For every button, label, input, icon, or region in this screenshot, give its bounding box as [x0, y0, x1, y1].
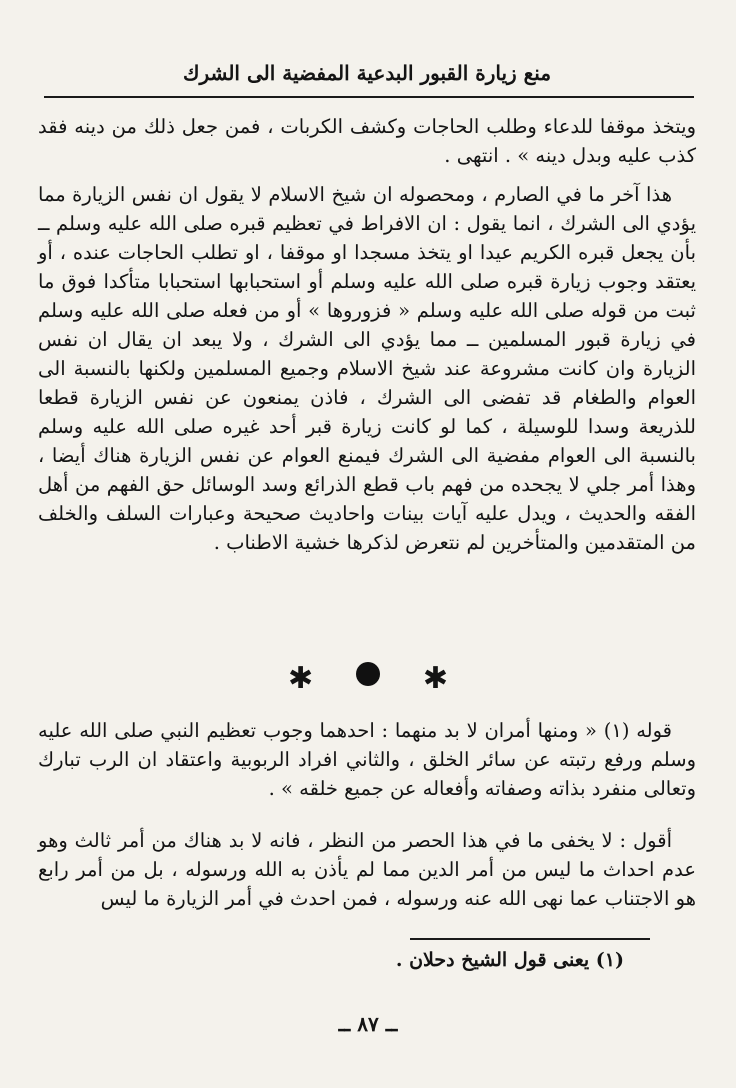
- paragraph-4: [38, 826, 696, 913]
- asterisk-icon-left: ✱: [288, 661, 314, 696]
- paragraph-4-text: أقول : لا يخفى ما في هذا الحصر من النظر ، فانه لا بد هناك من أمر ثالث وهو عدم احداث ما ليس من أمر الدين مما لم يأذن به الله ورسوله ، بل من أمر رابع هو الاجتناب عما نهى الله عنه ورسوله ، فمن احدث في أمر الزيارة ما ليس: [38, 829, 696, 910]
- paragraph-2: [38, 180, 696, 557]
- paragraph-2-text: هذا آخر ما في الصارم ، ومحصوله ان شيخ الاسلام لا يقول ان نفس الزيارة مما يؤدي الى الشرك ، انما يقول : ان الافراط في تعظيم قبره صلى الله عليه وسلم ــ بأن يجعل قبره الكريم عيدا او يتخذ مسجدا او موقفا ، او تطلب الحاجات عنده ، أو يعتقد وجوب زيارة قبره صلى الله عليه وسلم أو استحبابها استحبابا متأكدا فوق ما ثبت من قوله صلى الله عليه وسلم « فزوروها » أو من فعله صلى الله عليه وسلم في زيارة قبور المسلمين ــ مما يؤدي الى الشرك ، ولا يبعد ان يقال ان نفس الزيارة وان كانت مشروعة عند شيخ الاسلام وجميع المسلمين ولكنها بالنسبة الى العوام والطغام قد تفضى الى الشرك ، فاذن يمنعون عن نفس الزيارة قطعا للذريعة وسدا للوسيلة ، كما لو كانت زيارة قبر أحد غيره صلى الله عليه وسلم بالنسبة الى العوام مفضية الى الشرك فيمنع العوام عن نفس الزيارة هناك أيضا ، وهذا أمر جلي لا يجحده من فهم باب قطع الذرائع وسد الوسائل حق الفهم من أهل الفقه والحديث ، ويدل عليه آيات بينات واحاديث صحيحة وعبارات السلف والخلف من المتقدمين والمتأخرين لم نتعرض لذكرها خشية الاطناب .: [38, 183, 696, 554]
- paragraph-1: [38, 112, 696, 170]
- paragraph-1-text: ويتخذ موقفا للدعاء وطلب الحاجات وكشف الكربات ، فمن جعل ذلك من دينه فقد كذب عليه وبدل دينه » . انتهى .: [38, 115, 696, 167]
- paragraph-3: [38, 716, 696, 803]
- asterisk-icon-right: ✱: [422, 661, 448, 696]
- footnote-rule: [410, 938, 650, 940]
- page-number: ــ ٨٧ ــ: [338, 1012, 398, 1036]
- running-header: منع زيارة القبور البدعية المفضية الى الشرك: [182, 61, 552, 85]
- dot-icon: [356, 662, 380, 686]
- section-divider: [268, 660, 468, 700]
- footnote: (١) يعنى قول الشيخ دحلان .: [395, 949, 624, 971]
- header-rule: [44, 96, 694, 98]
- paragraph-3-text: قوله (١) « ومنها أمران لا بد منهما : احدهما وجوب تعظيم النبي صلى الله عليه وسلم ورفع رتبته عن سائر الخلق ، والثاني افراد الربوبية واعتقاد ان الرب تبارك وتعالى منفرد بذاته وصفاته وأفعاله عن جميع خلقه » .: [38, 719, 696, 800]
